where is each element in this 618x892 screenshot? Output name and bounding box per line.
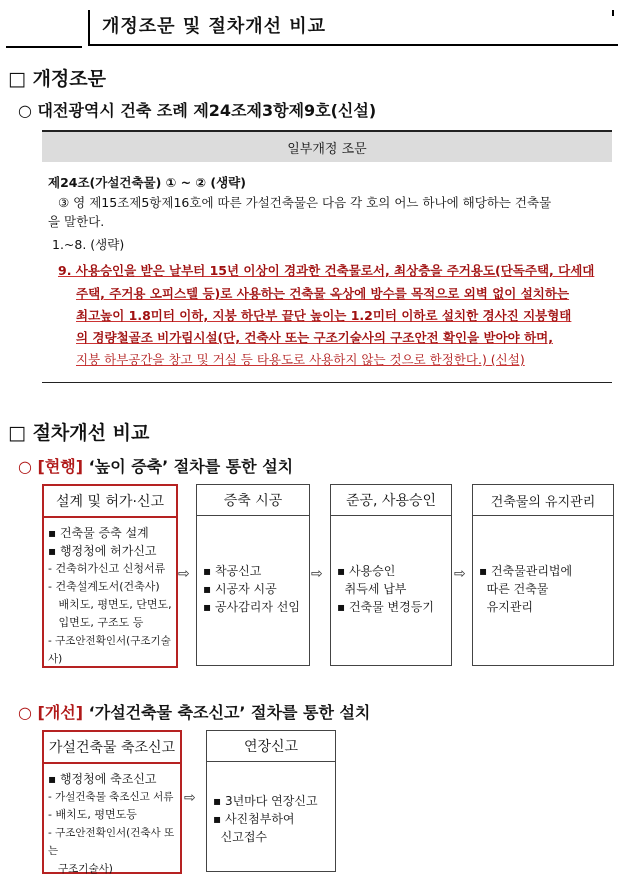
paragraph-line-cont: 을 말한다. (48, 214, 105, 229)
box-item: 따른 건축물 (479, 582, 549, 596)
box-item: - 건축허가신고 신청서류 (48, 562, 166, 575)
item9-line-5: 지붕 하부공간을 창고 및 거실 등 타용도로 사용하지 않는 것으로 한정한다.) (신설) (76, 352, 525, 367)
box-title: 설계 및 허가·신고 (44, 486, 176, 518)
box-item: - 건축설계도서(건축사) (48, 580, 160, 593)
box-item: 구조기술사) (48, 863, 113, 875)
improved-heading (18, 700, 370, 723)
box-item: 입면도, 구조도 등 (48, 616, 144, 629)
current-title: ‘높이 증축’ 절차를 통한 설치 (88, 457, 294, 476)
current-label: ○ [현행] (18, 457, 84, 476)
improved-title: ‘가설건축물 축조신고’ 절차를 통한 설치 (88, 703, 371, 722)
box-design-permit (42, 484, 178, 668)
box-item: ▪ 3년마다 연장신고 (213, 794, 318, 808)
box-maintenance (472, 484, 614, 666)
item9-line-4: 의 경량철골조 비가림시설(단, 건축사 또는 구조기술사의 구조안전 확인을 받아야 하며, (76, 330, 554, 345)
box-title: 가설건축물 축조신고 (44, 732, 180, 764)
page-title: 개정조문 및 절차개선 비교 (102, 16, 327, 37)
flow-arrow: ⇨ (178, 566, 190, 582)
section-heading-procedure: □ 절차개선 비교 (8, 422, 150, 444)
table-header (42, 130, 612, 162)
box-item: 유지관리 (479, 600, 533, 614)
box-item: ▪ 공사감리자 선임 (203, 600, 300, 614)
box-item: - 구조안전확인서(건축사 또는 (48, 827, 175, 857)
header-left-line (6, 46, 82, 48)
header-left-bar (88, 10, 90, 46)
box-item: 취득세 납부 (337, 582, 407, 596)
box-title: 준공, 사용승인 (331, 485, 451, 516)
box-completion (330, 484, 452, 666)
box-title: 증축 시공 (197, 485, 309, 516)
box-item: 신고접수 (213, 830, 267, 844)
item9-line-2: 주택, 주거용 오피스텔 등)로 사용하는 건축물 옥상에 방수를 목적으로 외벽 없이 설치하는 (76, 286, 570, 301)
item9-line-3: 최고높이 1.8미터 이하, 지붕 하단부 끝단 높이는 1.2미터 이하로 설치한 경사진 지붕형태 (76, 308, 572, 323)
item9-line-1: 9. 사용승인을 받은 날부터 15년 이상이 경과한 건축물로서, 최상층을 주거용도(단독주택, 다세대 (58, 263, 595, 278)
ordinance-subheading: ○ 대전광역시 건축 조례 제24조제3항제9호(신설) (18, 101, 377, 120)
box-item: ▪ 시공자 시공 (203, 582, 277, 596)
paragraph-line: ③ 영 제15조제5항제16호에 따른 가설건축물은 다음 각 호의 어느 하나에 해당하는 건축물 (58, 195, 552, 210)
box-temporary-report (42, 730, 182, 874)
box-item: - 가설건축물 축조신고 서류 (48, 791, 174, 803)
box-construction (196, 484, 310, 666)
table-header-label: 일부개정 조문 (287, 141, 367, 157)
article-line: 제24조(가설건축물) ① ~ ② (생략) (48, 175, 246, 190)
box-item: - 배치도, 평면도등 (48, 808, 137, 821)
header-underline (88, 44, 618, 46)
section-heading-amendment: □ 개정조문 (8, 68, 106, 90)
box-item: ▪ 착공신고 (203, 564, 262, 578)
box-item: 배치도, 평면도, 단면도, (48, 598, 172, 611)
box-extension-report (206, 730, 336, 872)
improved-label: ○ [개선] (18, 703, 84, 722)
table-bottom-border (42, 382, 612, 383)
box-title: 건축물의 유지관리 (473, 485, 613, 516)
current-heading (18, 454, 293, 477)
flow-arrow: ⇨ (311, 566, 323, 582)
items-omitted: 1.~8. (생략) (52, 237, 125, 252)
box-item: ▪ 건축물 증축 설계 (48, 526, 149, 540)
header-right-tick (612, 10, 614, 16)
flow-arrow: ⇨ (184, 790, 196, 806)
box-item: ▪ 행정청에 허가신고 (48, 544, 157, 558)
box-item: ▪ 건축물 변경등기 (337, 600, 434, 614)
flow-arrow: ⇨ (454, 566, 466, 582)
box-item: ▪ 행정청에 축조신고 (48, 772, 157, 786)
box-title: 연장신고 (207, 731, 335, 762)
box-item: ▪ 사용승인 (337, 564, 396, 578)
box-item: - 구조안전확인서(구조기술사) (48, 635, 171, 665)
box-item: ▪ 건축물관리법에 (479, 564, 573, 578)
box-item: ▪ 사진첨부하여 (213, 812, 295, 826)
